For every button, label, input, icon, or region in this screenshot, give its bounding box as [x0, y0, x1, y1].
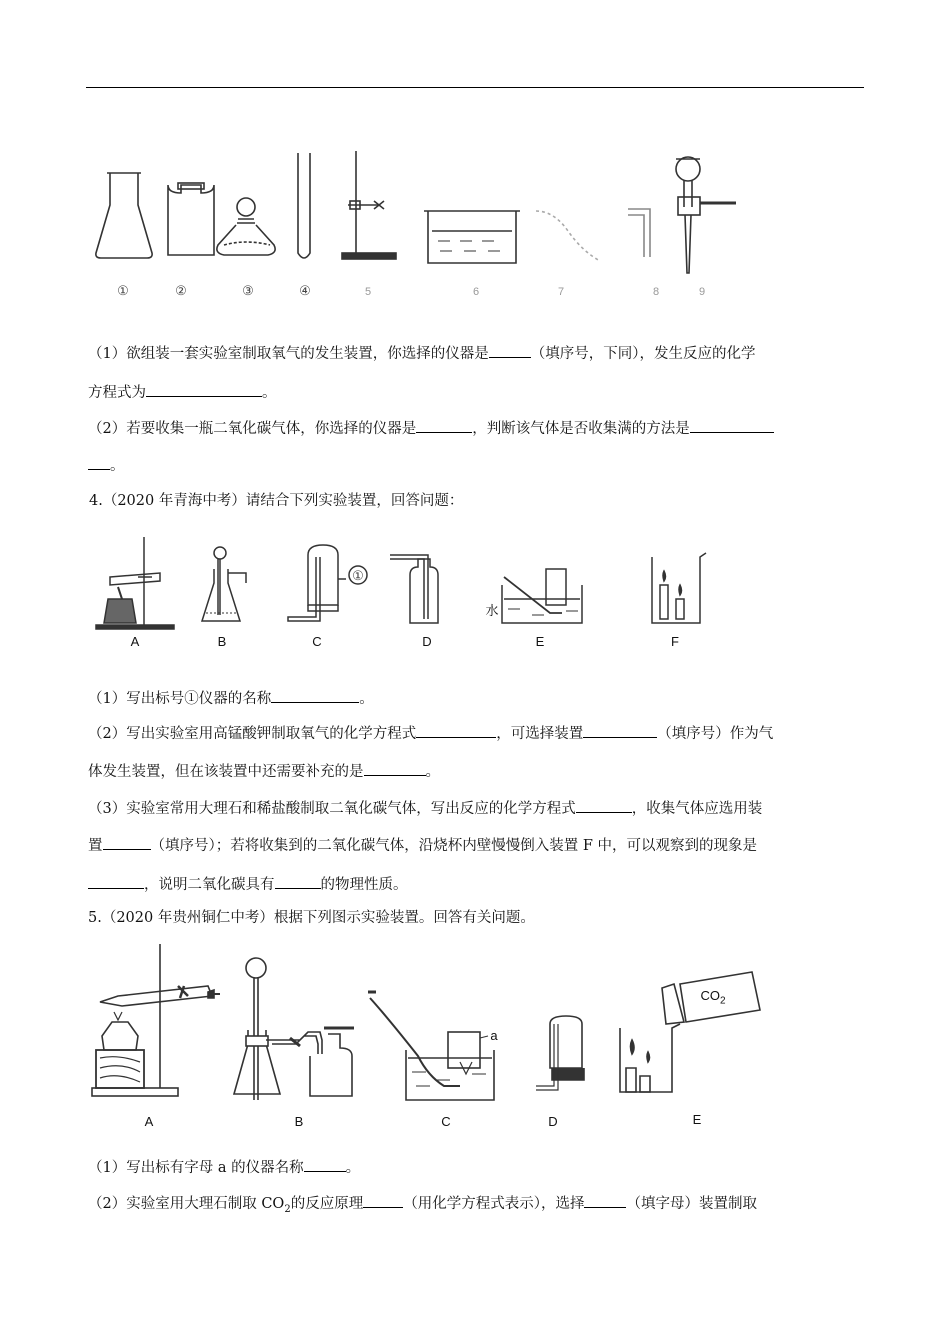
answer-blank[interactable] [363, 1193, 403, 1208]
q5-co2-label [696, 988, 730, 1007]
q4-p2-text-b: ，可选择装置 [496, 726, 584, 742]
fig1-label-7: 7 [557, 286, 565, 298]
co2-text: CO [700, 988, 720, 1003]
answer-blank[interactable] [103, 835, 151, 850]
answer-blank[interactable] [88, 455, 110, 470]
q4-label-b: B [217, 634, 227, 649]
apparatus-e-drawing [502, 569, 582, 623]
water-trough-drawing [424, 211, 520, 263]
apparatus-d-drawing [390, 555, 438, 623]
l-tube-drawing [628, 209, 650, 257]
answer-blank[interactable] [416, 723, 496, 738]
q5-p2-text-d: （填字母）装置制取 [626, 1196, 757, 1212]
q3-p2-text-c: 。 [110, 458, 125, 474]
gas-bottle-drawing [168, 183, 214, 255]
q5-label-c: C [441, 1114, 451, 1129]
q4-p2-text-e: 。 [425, 764, 440, 780]
q5-a-label: a [490, 1028, 498, 1043]
separatory-funnel-drawing [676, 157, 736, 273]
fig1-label-1: ① [117, 283, 129, 298]
q3-item-2-line1 [88, 418, 774, 439]
iron-stand-drawing [342, 151, 396, 259]
q4-circle-one: ① [352, 568, 364, 583]
q3-item-2-line2 [88, 455, 125, 476]
q4-item-2-line2 [88, 761, 440, 782]
answer-blank[interactable] [690, 418, 774, 433]
q4-label-d: D [422, 634, 432, 649]
answer-blank[interactable] [364, 761, 426, 776]
fig1-label-2: ② [175, 283, 187, 298]
q5-p1-text-b: 。 [345, 1160, 361, 1176]
answer-blank[interactable] [304, 1157, 346, 1172]
fig1-label-6: 6 [472, 286, 480, 298]
q4-item-1 [88, 688, 374, 709]
apparatus-e-drawing [620, 972, 760, 1092]
q5-heading: 5.（2020 年贵州铜仁中考）根据下列图示实验装置。回答有关问题。 [88, 910, 535, 926]
figure-apparatus-q4 [92, 535, 722, 635]
apparatus-a-drawing [92, 944, 220, 1096]
q4-item-3-line2 [88, 835, 757, 856]
q5-label-e: E [692, 1112, 702, 1127]
apparatus-c-drawing [368, 992, 494, 1100]
q4-p2-text-c: （填序号）作为气 [657, 726, 774, 742]
apparatus-b-drawing [234, 958, 354, 1100]
answer-blank[interactable] [576, 798, 632, 813]
q4-p3-text-c: 置 [88, 838, 103, 854]
q5-p1-text-a: （1）写出标有字母 a 的仪器名称 [88, 1160, 304, 1176]
q4-item-3-line1 [88, 798, 762, 819]
answer-blank[interactable] [584, 1193, 626, 1208]
test-tube-drawing [298, 153, 310, 258]
apparatus-a-drawing [96, 537, 174, 629]
q3-p2-text-a: （2）若要收集一瓶二氧化碳气体，你选择的仪器是 [88, 421, 417, 437]
q4-label-e: E [535, 634, 545, 649]
q4-label-c: C [312, 634, 322, 649]
q5-label-d: D [548, 1114, 558, 1129]
q4-p1-text-a: （1）写出标号①仪器的名称 [88, 691, 272, 707]
q3-item-1-line2 [88, 382, 277, 403]
co2-subscript: 2 [719, 995, 726, 1007]
q5-p2-text-a: （2）实验室用大理石制取 CO [88, 1196, 285, 1212]
fig1-label-4: ④ [299, 283, 311, 298]
q5-label-b: B [294, 1114, 304, 1129]
header-rule [86, 87, 864, 88]
q4-label-f: F [671, 634, 679, 649]
apparatus-b-drawing [202, 547, 246, 621]
q4-p3-text-a: （3）实验室常用大理石和稀盐酸制取二氧化碳气体，写出反应的化学方程式 [88, 801, 576, 817]
q3-p1-text-c: 方程式为 [88, 385, 146, 401]
q4-p3-text-b: ，收集气体应选用装 [631, 801, 763, 817]
q3-p1-text-b: （填序号，下同），发生反应的化学 [530, 346, 756, 362]
q4-p3-text-e: ，说明二氧化碳具有 [144, 877, 275, 893]
q4-p2-text-a: （2）写出实验室用高锰酸钾制取氧气的化学方程式 [88, 726, 417, 742]
fig1-label-8: 8 [652, 286, 660, 298]
q5-p2-subscript: 2 [284, 1203, 291, 1215]
q3-item-1-line1 [88, 343, 755, 364]
answer-blank[interactable] [275, 874, 321, 889]
q4-p3-text-d: （填序号）；若将收集到的二氧化碳气体，沿烧杯内壁慢慢倒入装置 F 中，可以观察到的现象是 [150, 838, 758, 854]
q4-label-a: A [130, 634, 140, 649]
q5-p2-text-b: 的反应原理 [290, 1196, 364, 1212]
q3-p1-text-d: 。 [262, 385, 277, 401]
fig1-label-9: 9 [698, 286, 706, 298]
figure-apparatus-q5 [88, 940, 768, 1110]
q4-heading: 4.（2020 年青海中考）请结合下列实验装置，回答问题： [89, 493, 464, 509]
answer-blank[interactable] [88, 874, 144, 889]
answer-blank[interactable] [416, 418, 472, 433]
answer-blank[interactable] [489, 343, 531, 358]
apparatus-d-drawing [536, 1016, 584, 1090]
answer-blank[interactable] [583, 723, 657, 738]
answer-blank[interactable] [271, 688, 359, 703]
q4-water-label: 水 [485, 603, 499, 618]
apparatus-f-drawing [652, 553, 706, 623]
q5-item-1 [88, 1157, 360, 1178]
q4-item-2-line1 [88, 723, 773, 744]
q3-p1-text-a: （1）欲组装一套实验室制取氧气的发生装置，你选择的仪器是 [88, 346, 489, 362]
answer-blank[interactable] [146, 382, 262, 397]
bent-tube-drawing [536, 211, 600, 261]
q5-label-a: A [144, 1114, 154, 1129]
q3-p2-text-b: ，判断该气体是否收集满的方法是 [472, 421, 690, 437]
q4-p3-text-f: 的物理性质。 [320, 877, 408, 893]
q4-item-3-line3 [88, 874, 408, 895]
fig1-label-3: ③ [242, 283, 254, 298]
conical-flask-drawing [96, 173, 152, 258]
fig1-label-5: 5 [364, 286, 372, 298]
q5-item-2 [88, 1193, 757, 1220]
alcohol-lamp-drawing [217, 198, 275, 255]
q5-p2-text-c: （用化学方程式表示），选择 [403, 1196, 585, 1212]
q4-p1-text-b: 。 [359, 691, 374, 707]
q4-p2-text-d: 体发生装置，但在该装置中还需要补充的是 [88, 764, 364, 780]
